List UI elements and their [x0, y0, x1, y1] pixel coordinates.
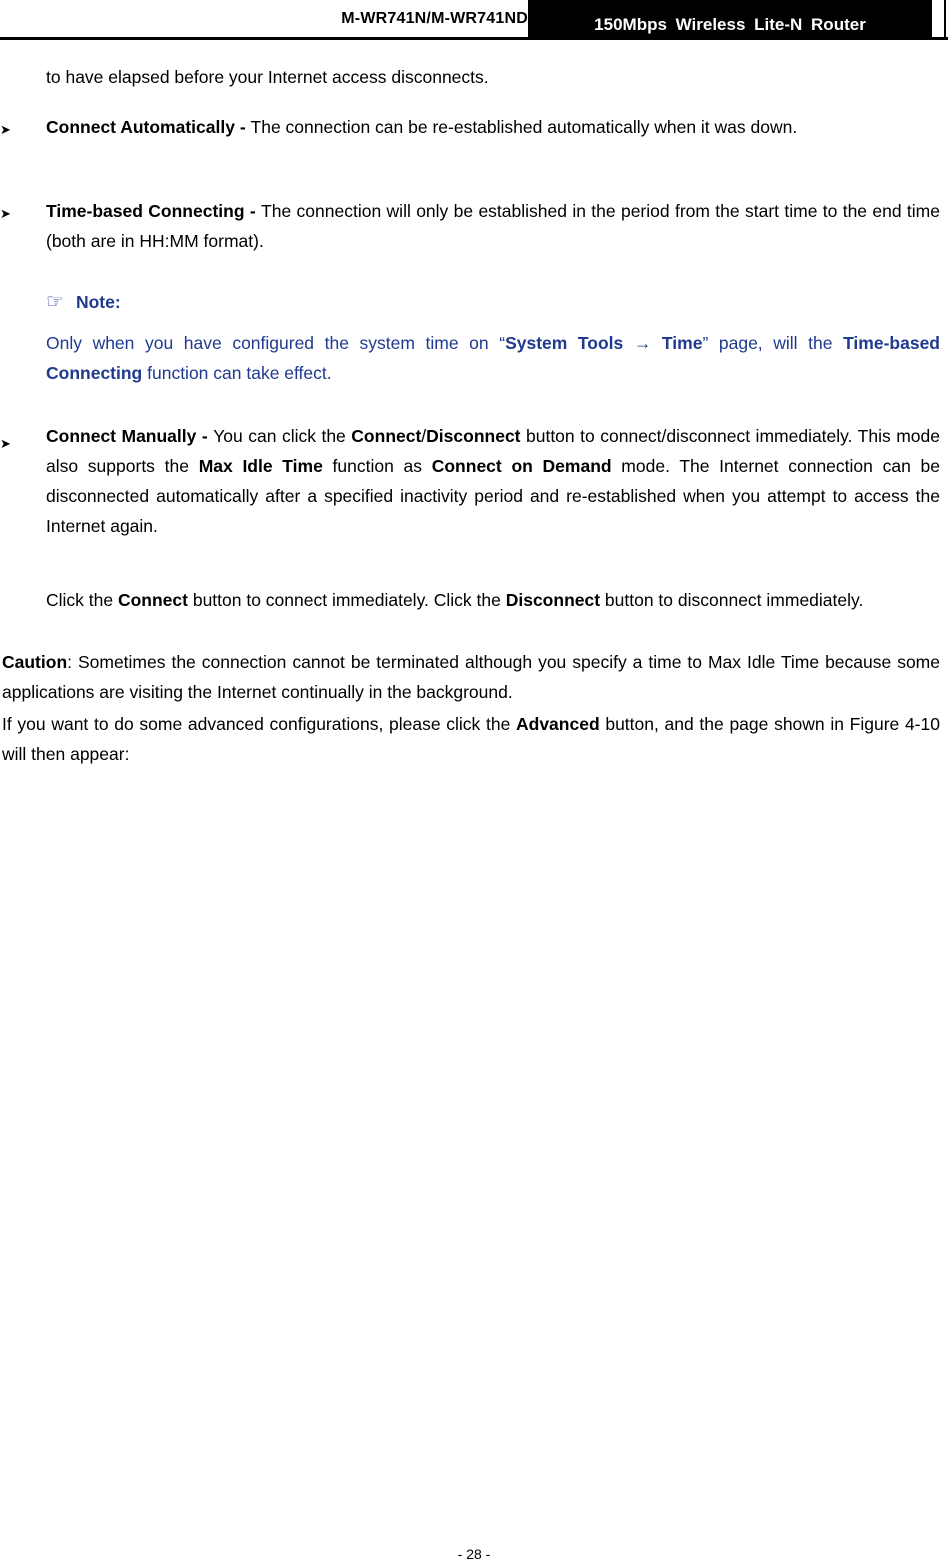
header-model: M-WR741N/M-WR741ND	[341, 10, 528, 27]
caution-paragraph: Caution: Sometimes the connection cannot be terminated although you specify a time to Max Idle Time because some applications are visiting the Internet continually in the background.	[2, 652, 940, 702]
bullet-arrow-icon: ➤	[0, 436, 11, 451]
bullet-connect-automatically: Connect Automatically - The connection can be re-established automatically when it was down.	[46, 117, 798, 137]
bullet-1-term: Connect Automatically -	[46, 117, 251, 137]
note-paragraph: Only when you have configured the system time on “System Tools → Time” page, will the Time-based Connecting function can take effect.	[46, 333, 940, 383]
header-product-title: 150Mbps Wireless Lite-N Router	[528, 0, 932, 40]
bullet-arrow-icon: ➤	[0, 206, 11, 221]
intro-paragraph: to have elapsed before your Internet access disconnects.	[46, 67, 489, 87]
pointing-hand-icon: ☞	[46, 291, 64, 313]
bullet-3-term: Connect Manually -	[46, 426, 214, 446]
page-number: - 28 -	[457, 1546, 491, 1562]
bullet-time-based-connecting: Time-based Connecting - The connection will only be established in the period from the start time to the end time (both are in HH:MM format).	[46, 201, 940, 251]
header-rule	[0, 37, 948, 40]
page-header	[0, 0, 948, 42]
bullet-arrow-icon: ➤	[0, 122, 11, 137]
click-instructions-paragraph: Click the Connect button to connect immediately. Click the Disconnect button to disconnect immediately.	[46, 590, 864, 610]
advanced-paragraph: If you want to do some advanced configurations, please click the Advanced button, and the page shown in Figure 4-10 will then appear:	[2, 714, 940, 764]
caution-label: Caution	[2, 652, 68, 672]
note-heading: ☞ Note:	[46, 287, 121, 317]
header-edge-rule	[944, 0, 946, 40]
bullet-connect-manually: Connect Manually - You can click the Connect/Disconnect button to connect/disconnect immediately. This mode also supports the Max Idle Time function as Connect on Demand mode. The Internet connection can be disconnected automatically after a specified inactivity period and re-established when you attempt to access the Internet again.	[46, 426, 940, 536]
bullet-2-term: Time-based Connecting -	[46, 201, 262, 221]
